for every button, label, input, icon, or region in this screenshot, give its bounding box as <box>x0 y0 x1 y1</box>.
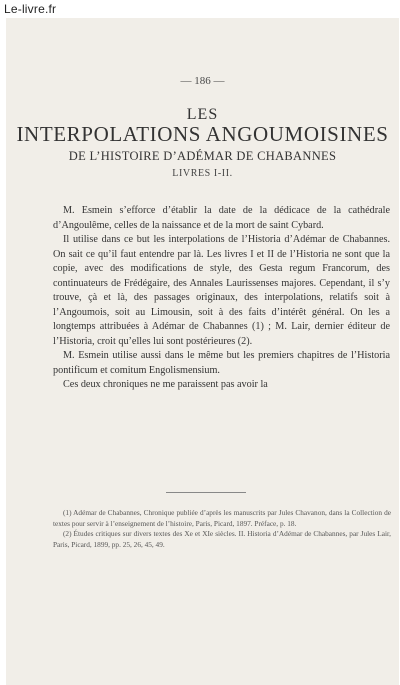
footnote: (1) Adémar de Chabannes, Chronique publiée d’après les manuscrits par Jules Chavanon, dans la Collection de textes pour servir à l’enseignement de l’histoire, Paris, Picard, 1897. Préface, p. 18. <box>53 508 391 528</box>
body-text <box>53 204 390 393</box>
page-title: INTERPOLATIONS ANGOUMOISINES <box>16 122 389 146</box>
title-les: LES <box>186 106 219 123</box>
scanned-page <box>6 18 399 685</box>
paragraph: Ces deux chroniques ne me paraissent pas avoir la <box>63 379 268 390</box>
paragraph: Il utilise dans ce but les interpolations de l’Historia d’Adémar de Chabannes. On sait ce qu’il faut entendre par là. Les livres I et II de l’Historia ne sont que la copie, avec des modifications de style, des Gesta regum Francorum, des continuateurs de Frédégaire, des Annales Laurissenses majores. Cependant, il s’y trouve, çà et là, des passages originaux, des interpolations, relatifs soit à l’Angoumois, soit au Limousin, soit à des faits d’intérêt général. On les a longtemps attribuées à Adémar de Chabannes (1) ; M. Lair, dernier éditeur de l’Historia, croit qu’elles lui sont postérieures (2). <box>53 234 390 347</box>
paragraph: M. Esmein utilise aussi dans le même but les premiers chapitres de l’Historia pontificum et comitum Engolismensium. <box>53 350 390 376</box>
paragraph: M. Esmein s’efforce d’établir la date de la dédicace de la cathédrale d’Angoulême, celles de la naissance et de la mort de saint Cybard. <box>53 205 390 231</box>
books-label: LIVRES I-II. <box>172 168 233 179</box>
footnote-divider <box>166 492 246 493</box>
page-number: — 186 — <box>180 75 225 87</box>
footnote: (2) Études critiques sur divers textes des Xe et XIe siècles. II. Historia d’Adémar de Chabannes, par Jules Lair, Paris, Picard, 1899, pp. 25, 26, 45, 49. <box>53 529 391 549</box>
watermark-logo: Le-livre.fr <box>4 2 57 16</box>
page-subtitle: DE L’HISTOIRE D’ADÉMAR DE CHABANNES <box>68 149 337 163</box>
footnotes <box>53 508 391 550</box>
